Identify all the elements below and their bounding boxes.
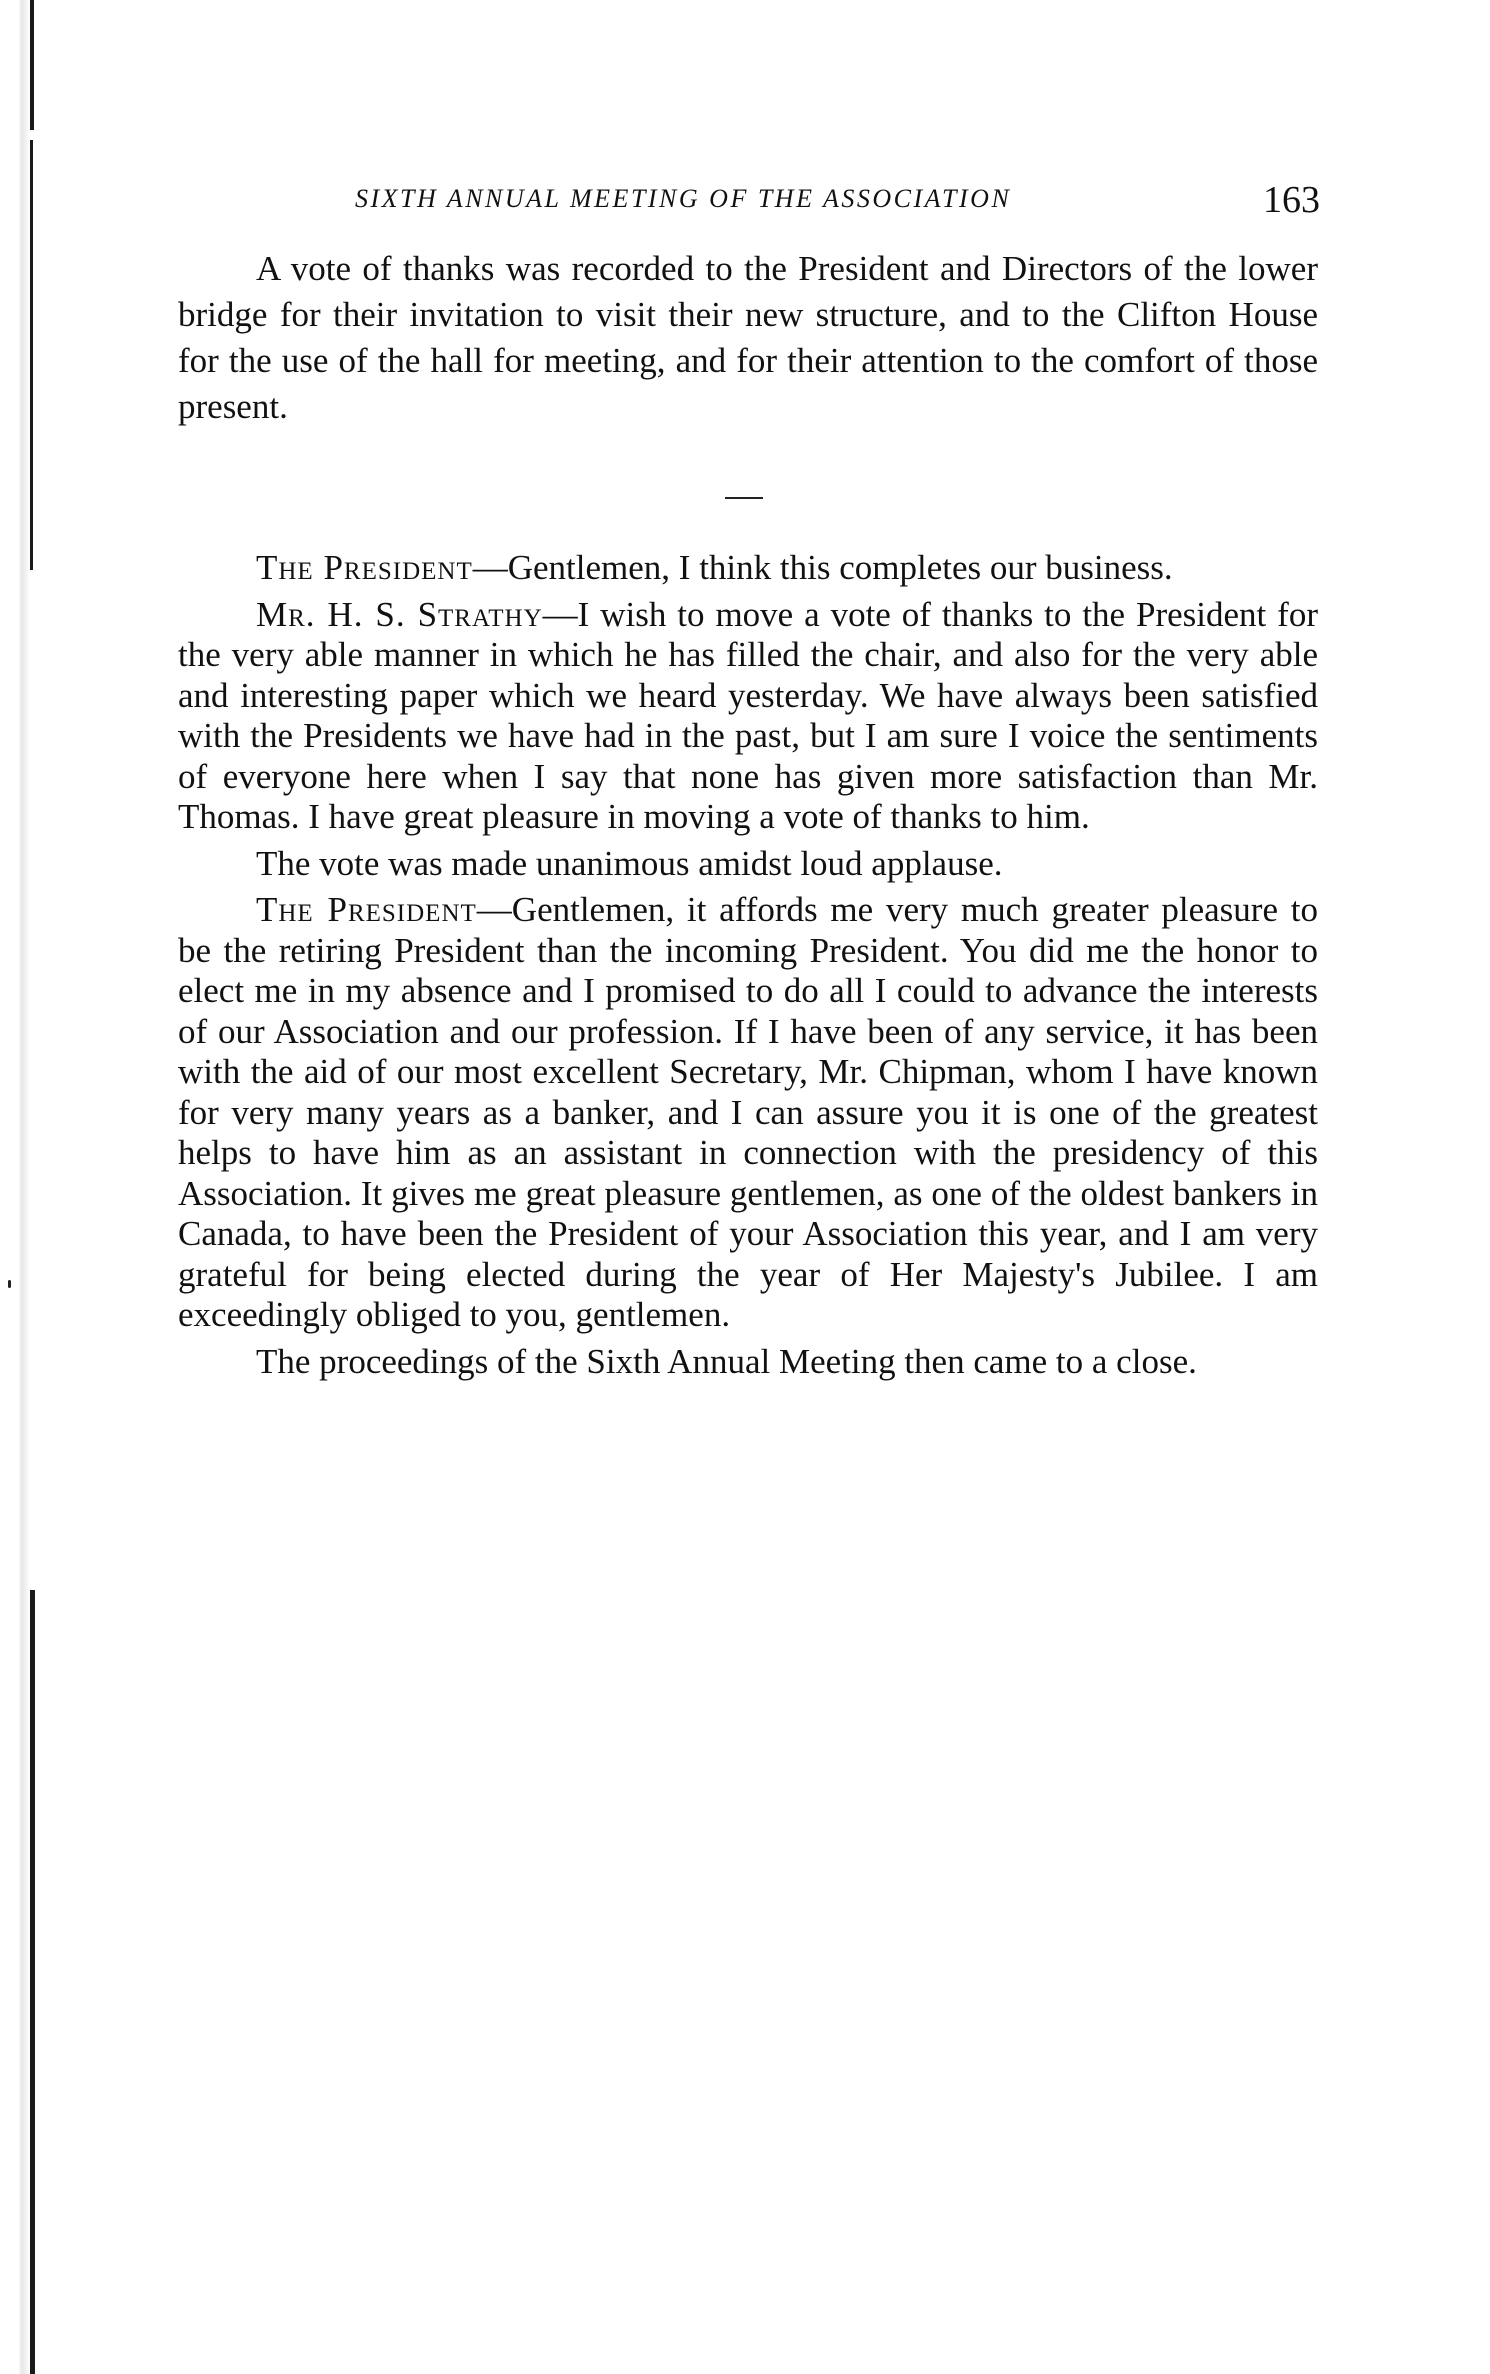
speech-text: —I wish to move a vote of thanks to the President for the very able manner in which he has filled the chair, and also for the very able and interesting paper which we heard yesterday. We have always been satisfied with the Presidents we have had in the past, but I am sure I voice the sentiments of everyone here when I say that none has given more satisfaction than Mr. Thomas. I have great pleasure in moving a vote of thanks to him. <box>178 594 1318 836</box>
page-header <box>175 178 1320 228</box>
binding-line <box>30 1590 35 2374</box>
binding-line <box>30 140 33 570</box>
speaker-name: The President <box>256 890 477 929</box>
paragraph-president-reply <box>178 890 1318 1336</box>
page-number: 163 <box>1263 179 1320 221</box>
running-title: SIXTH ANNUAL MEETING OF THE ASSOCIATION <box>355 184 1012 213</box>
paragraph-strathy-motion <box>178 595 1318 838</box>
text-block-top <box>178 246 1318 430</box>
speech-text: —Gentlemen, I think this completes our business. <box>472 548 1173 587</box>
paragraph-vote-result: The vote was made unanimous amidst loud applause. <box>256 843 1003 883</box>
paragraph-president-closing <box>178 548 1318 589</box>
scan-speck <box>8 1280 11 1288</box>
paragraph-meeting-close: The proceedings of the Sixth Annual Meeting then came to a close. <box>256 1341 1197 1381</box>
binding-line <box>30 0 34 130</box>
section-separator <box>725 497 763 499</box>
paragraph-vote-of-thanks: A vote of thanks was recorded to the President and Directors of the lower bridge for their invitation to visit their new structure, and to the Clifton House for the use of the hall for meeting, and for their attention to the comfort of those present. <box>178 249 1318 426</box>
text-block-main <box>178 548 1318 1388</box>
speaker-name: Mr. H. S. Strathy <box>256 594 543 634</box>
speech-text: —Gentlemen, it affords me very much greater pleasure to be the retiring President than the incoming President. You did me the honor to elect me in my absence and I promised to do all I could to advance the interests of our Association and our profession. If I have been of any service, it has been with the aid of our most excellent Secretary, Mr. Chipman, whom I have known for very many years as a banker, and I can assure you it is one of the greatest helps to have him as an assistant in connection with the presidency of this Association. It gives me great pleasure gentlemen, as one of the oldest bankers in Canada, to have been the President of your Association this year, and I am very grateful for being elected during the year of Her Majesty's Jubilee. I am exceedingly obliged to you, gentlemen. <box>178 890 1319 1334</box>
speaker-name: The President <box>256 548 473 587</box>
binding-edge <box>0 0 30 2374</box>
